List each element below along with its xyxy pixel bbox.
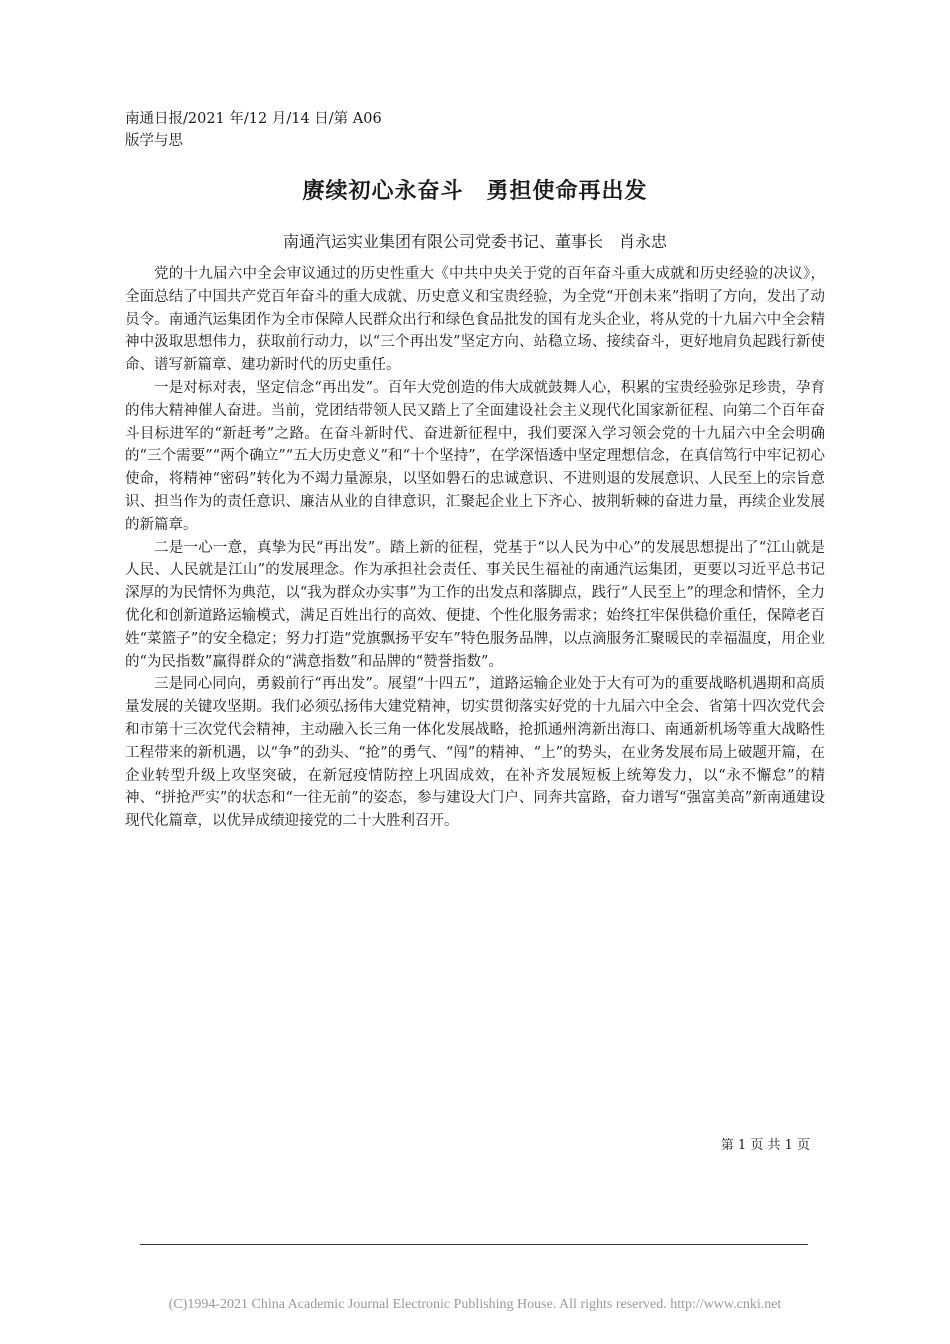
publication-meta [125,108,825,152]
page-number: 第 1 页 共 1 页 [720,1138,810,1153]
source-line: 南通日报/2021 年/12 月/14 日/第 A06 [125,111,382,127]
article-title: 赓续初心永奋斗 勇担使命再出发 [302,179,648,204]
article-byline: 南通汽运实业集团有限公司党委书记、董事长 肖永忠 [282,232,667,251]
section-name: 版学与思 [125,133,183,149]
paragraph: 一是对标对表，坚定信念“再出发”。百年大党创造的伟大成就鼓舞人心，积累的宝贵经验弥足珍贵，孕育的伟大精神催人奋进。当前，党团结带领人民又踏上了全面建设社会主义现代化国家新征程、向第二个百年奋斗目标进军的“新赶考”之路。在奋斗新时代、奋进新征程中，我们要深入学习领会党的十九届六中全会明确的“三个需要”“两个确立”“五大历史意义”和“十个坚持”，在学深悟透中坚定理想信念，在真信笃行中牢记初心使命，将精神“密码”转化为不竭力量源泉，以坚如磐石的忠诚意识、不进则退的发展意识、人民至上的宗旨意识、担当作为的责任意识、廉洁从业的自律意识，汇聚起企业上下齐心、披荆斩棘的奋进力量，再续企业发展的新篇章。 [125,379,825,533]
paragraph: 党的十九届六中全会审议通过的历史性重大《中共中央关于党的百年奋斗重大成就和历史经验的决议》，全面总结了中国共产党百年奋斗的重大成就、历史意义和宝贵经验，为全党“开创未来”指明了方向，发出了动员令。南通汽运集团作为全市保障人民群众出行和绿色食品批发的国有龙头企业，将从党的十九届六中全会精神中汲取思想伟力，获取前行动力，以“三个再出发”坚定方向、站稳立场、接续奋斗，更好地肩负起践行新使命、谱写新篇章、建功新时代的历史重任。 [125,266,825,374]
paragraph: 二是一心一意，真挚为民“再出发”。踏上新的征程，党基于“以人民为中心”的发展思想提出了“江山就是人民、人民就是江山”的发展理念。作为承担社会责任、事关民生福祉的南通汽运集团，更要以习近平总书记深厚的为民情怀为典范，以“我为群众办实事”为工作的出发点和落脚点，践行“人民至上”的理念和情怀，全力优化和创新道路运输模式，满足百姓出行的高效、便捷、个性化服务需求；始终扛牢保供稳价重任，保障老百姓“菜篮子”的安全稳定；努力打造“党旗飘扬平安车”特色服务品牌，以点滴服务汇聚暖民的幸福温度，用企业的“为民指数”赢得群众的“满意指数”和品牌的“赞誉指数”。 [125,539,825,670]
article-body [125,263,825,833]
paragraph: 三是同心同向，勇毅前行“再出发”。展望“十四五”，道路运输企业处于大有可为的重要战略机遇期和高质量发展的关键攻坚期。我们必须弘扬伟大建党精神，切实贯彻落实好党的十九届六中全会、省第十四次党代会和市第十三次党代会精神，主动融入长三角一体化发展战略，抢抓通州湾新出海口、南通新机场等重大战略性工程带来的新机遇，以“争”的劲头、“抢”的勇气、“闯”的精神、“上”的势头，在业务发展布局上破题开篇，在企业转型升级上攻坚突破，在新冠疫情防控上巩固成效，在补齐发展短板上统筹发力，以“永不懈怠”的精神、“拼抢严实”的状态和“一往无前”的姿态，参与建设大门户、同奔共富路，奋力谱写“强富美高”新南通建设现代化篇章，以优异成绩迎接党的二十大胜利召开。 [125,676,825,830]
footer-divider [140,1244,808,1245]
copyright-footer: (C)1994-2021 China Academic Journal Electronic Publishing House. All rights reserved. http://www.cnki.net [168,1297,782,1312]
